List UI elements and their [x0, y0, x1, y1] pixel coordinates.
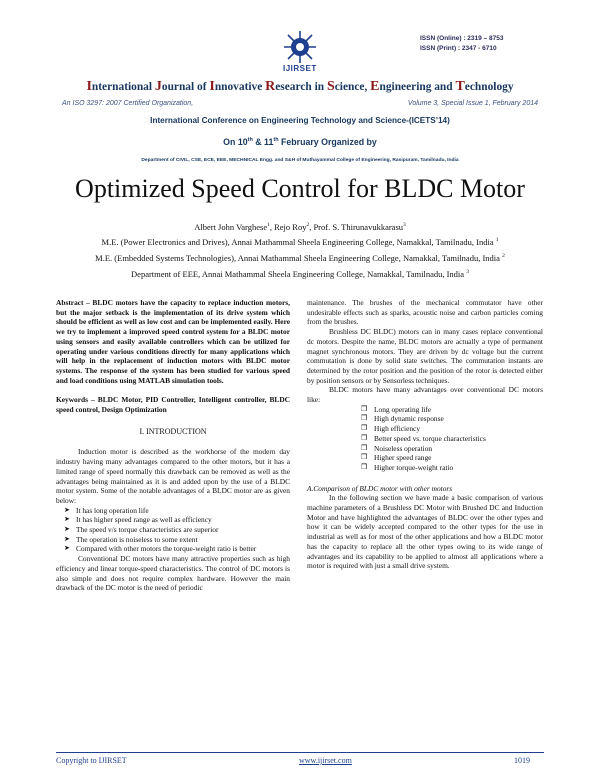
- author-1-mark: 1: [267, 222, 270, 229]
- organized-sup1: th: [247, 137, 253, 144]
- continuation-paragraph: maintenance. The brushes of the mechanical commutator have other undesirable effects such as sparks, acoustic noise and carbon particles coming from the brushes.: [307, 298, 543, 327]
- journal-title-initial: S: [326, 79, 335, 94]
- footer-page-number: 1019: [514, 756, 530, 765]
- list-item-text: Better speed vs. torque characteristics: [374, 433, 486, 443]
- journal-title-initial: J: [154, 79, 162, 94]
- affiliation-1-text: M.E. (Power Electronics and Drives), Annai Mathammal Sheela Engineering College, Namakkal, Tamilnadu, India: [101, 237, 496, 247]
- affiliation-2-text: M.E. (Embedded Systems Technologies), Annai Mathammal Sheela Engineering College, Namakkal, Tamilnadu, India: [95, 253, 503, 263]
- list-item: [56, 506, 290, 516]
- list-item: [56, 525, 290, 535]
- issn-print: ISSN (Print) : 2347 - 6710: [420, 45, 497, 52]
- journal-title-word: esearch in: [275, 81, 327, 93]
- list-item-text: The operation is noiseless to some extent: [76, 534, 198, 544]
- list-item: [307, 434, 543, 444]
- list-item-text: Compared with other motors the torque-weight ratio is better: [76, 544, 257, 554]
- list-item: [307, 453, 543, 463]
- list-item: [307, 424, 543, 434]
- footer-copyright: Copyright to IJIRSET: [56, 756, 127, 765]
- right-column: [307, 298, 543, 571]
- arrow-bullet-icon: ➤: [64, 505, 70, 514]
- author-2-mark: 2: [306, 222, 310, 229]
- list-item-text: Long operating life: [374, 404, 432, 414]
- list-item: [307, 463, 543, 473]
- subsection-heading-comparison: A.Comparison of BLDC motor with other motors: [307, 483, 453, 493]
- list-item: [307, 414, 543, 424]
- journal-title-initial: E: [370, 79, 380, 94]
- bldc-advantages-list: [307, 405, 543, 473]
- list-item: [56, 515, 290, 525]
- arrow-bullet-icon: ➤: [64, 544, 70, 553]
- journal-title-word: ournal of: [161, 81, 210, 93]
- comparison-paragraph: In the following section we have made a basic comparison of various machine parameters of a Brushless DC Motor with Brushed DC and Induction Motor and have highlighted the advantages of BLDC over the other types and how it can be widely accepted compared to the other types for the use in industrial as well as for most of the other applications and how a BLDC motor has the capacity to replace all the other types owing to its wide range of advantages and its capability to be applied to almost all applications where a motor is required with just a small drive system.: [307, 493, 543, 571]
- logo-star-icon: [283, 30, 317, 64]
- affiliation-3: [0, 269, 600, 279]
- square-bullet-icon: ❒: [361, 424, 368, 433]
- ijirset-logo: [283, 30, 317, 64]
- arrow-bullet-icon: ➤: [64, 525, 70, 534]
- square-bullet-icon: ❒: [361, 453, 368, 462]
- footer-divider: [56, 752, 544, 753]
- list-item-text: It has long operation life: [76, 505, 149, 515]
- list-item: [307, 444, 543, 454]
- journal-title-word: echnology: [464, 81, 514, 93]
- affiliation-3-text: Department of EEE, Annai Mathammal Sheela Engineering College, Namakkal, Tamilnadu, India: [131, 269, 467, 279]
- author-3: , Prof. S. Thirunavukkarasu: [309, 222, 404, 232]
- list-item-text: Higher speed range: [374, 453, 432, 463]
- affiliation-1-mark: 1: [495, 237, 499, 244]
- list-item: [56, 535, 290, 545]
- square-bullet-icon: ❒: [361, 433, 368, 442]
- author-line: [0, 222, 600, 232]
- list-item-text: High efficiency: [374, 424, 421, 434]
- journal-title-word: nnovative: [214, 81, 266, 93]
- journal-title-word: ngineering and: [379, 81, 456, 93]
- square-bullet-icon: ❒: [361, 404, 368, 413]
- arrow-bullet-icon: ➤: [64, 515, 70, 524]
- list-item-text: It has higher speed range as well as efficiency: [76, 515, 212, 525]
- volume-issue: Volume 3, Special Issue 1, February 2014: [407, 100, 538, 107]
- motor-advantages-list: [56, 506, 290, 555]
- journal-title: [0, 79, 600, 95]
- list-item: [307, 405, 543, 415]
- organized-line: [0, 137, 600, 147]
- square-bullet-icon: ❒: [361, 462, 368, 471]
- journal-title-initial: T: [455, 79, 465, 94]
- organized-pre: On 10: [223, 137, 248, 147]
- organized-post: February Organized by: [278, 137, 377, 147]
- organized-mid: & 11: [252, 137, 274, 147]
- keywords: Keywords – BLDC Motor, PID Controller, Intelligent controller, BLDC speed control, Design Optimization: [56, 395, 290, 415]
- journal-title-word: nternational: [91, 81, 155, 93]
- intro-paragraph: Induction motor is described as the workhorse of the modern day industry having many advantages compared to the other motors, but it has a limited range of speed normally this drawback can be removed as well as the advantages being maintained as it is and added upon by the use of a BLDC motor system. Some of the notable advantages of a BLDC motor are as given below:: [56, 447, 290, 505]
- list-item-text: High dynamic response: [374, 414, 444, 424]
- journal-title-initial: I: [209, 79, 215, 94]
- list-item: [56, 544, 290, 554]
- affiliation-3-mark: 3: [466, 269, 469, 276]
- list-item-text: The speed v/s torque characteristics are superior: [76, 525, 219, 535]
- footer-url-link[interactable]: www.ijirset.com: [299, 756, 352, 765]
- bldc-advantages-intro: BLDC motors have many advantages over conventional DC motors like:: [307, 385, 543, 405]
- square-bullet-icon: ❒: [361, 443, 368, 452]
- author-1: Albert John Varghese: [194, 222, 268, 232]
- affiliation-1: [0, 237, 600, 247]
- conference-name: International Conference on Engineering Technology and Science-(ICETS’14): [150, 116, 450, 125]
- paper-title: Optimized Speed Control for BLDC Motor: [75, 174, 525, 203]
- left-column: [56, 298, 290, 593]
- section-heading-introduction: I. INTRODUCTION: [139, 426, 207, 436]
- journal-title-word: cience,: [334, 81, 371, 93]
- arrow-bullet-icon: ➤: [64, 534, 70, 543]
- affiliation-2: [0, 253, 600, 263]
- organized-sup2: th: [273, 137, 279, 144]
- author-3-mark: 3: [403, 222, 406, 229]
- journal-title-initial: I: [86, 79, 92, 94]
- list-item-text: Noiseless operation: [374, 443, 433, 453]
- issn-online: ISSN (Online) : 2319 – 8753: [420, 35, 504, 42]
- author-2: , Rejo Roy: [269, 222, 307, 232]
- journal-title-initial: R: [265, 79, 276, 94]
- departments-line: Department of CIVIL, CSE, ECE, EEE, MECHNICAL Engg. and S&H of Muthayammal College of Engineering, Rasipuram, Tamilnadu, India: [141, 158, 459, 163]
- iso-certification: An ISO 3297: 2007 Certified Organization,: [62, 100, 194, 107]
- list-item-text: Higher torque-weight ratio: [374, 462, 454, 472]
- conventional-dc-paragraph: Conventional DC motors have many attractive properties such as high efficiency and linear torque-speed characteristics. The control of DC motors is also simple and does not require complex hardware. However the main drawback of the DC motor is the need of periodic: [56, 554, 290, 593]
- logo-caption: IJIRSET: [283, 64, 317, 73]
- abstract: Abstract – BLDC motors have the capacity to replace induction motors, but the major setback is the implementation of its drive system which should be efficient as well as low cost and can be implemented easily. Here we try to implement a improved speed control system for a BLDC motor using sensors and easily available controllers which can be utilized for operating under various conditions directly for many applications which will help in the replacement of induction motors with BLDC motor systems. The response of the system has been studied for various speed and load conditions using MATLAB simulation tools.: [56, 298, 290, 385]
- affiliation-2-mark: 2: [502, 253, 505, 260]
- bldc-paragraph: Brushless DC BLDC) motors can in many cases replace conventional dc motors. Despite the name, BLDC motors are actually a type of permanent magnet synchronous motors. They are driven by dc voltage but the current commutation is done by solid state switches. The commutation instants are determined by the rotor position and the position of the rotor is detected either by position sensors or by Sensorless techniques.: [307, 327, 543, 385]
- square-bullet-icon: ❒: [361, 414, 368, 423]
- iso-volume-line: [62, 100, 538, 107]
